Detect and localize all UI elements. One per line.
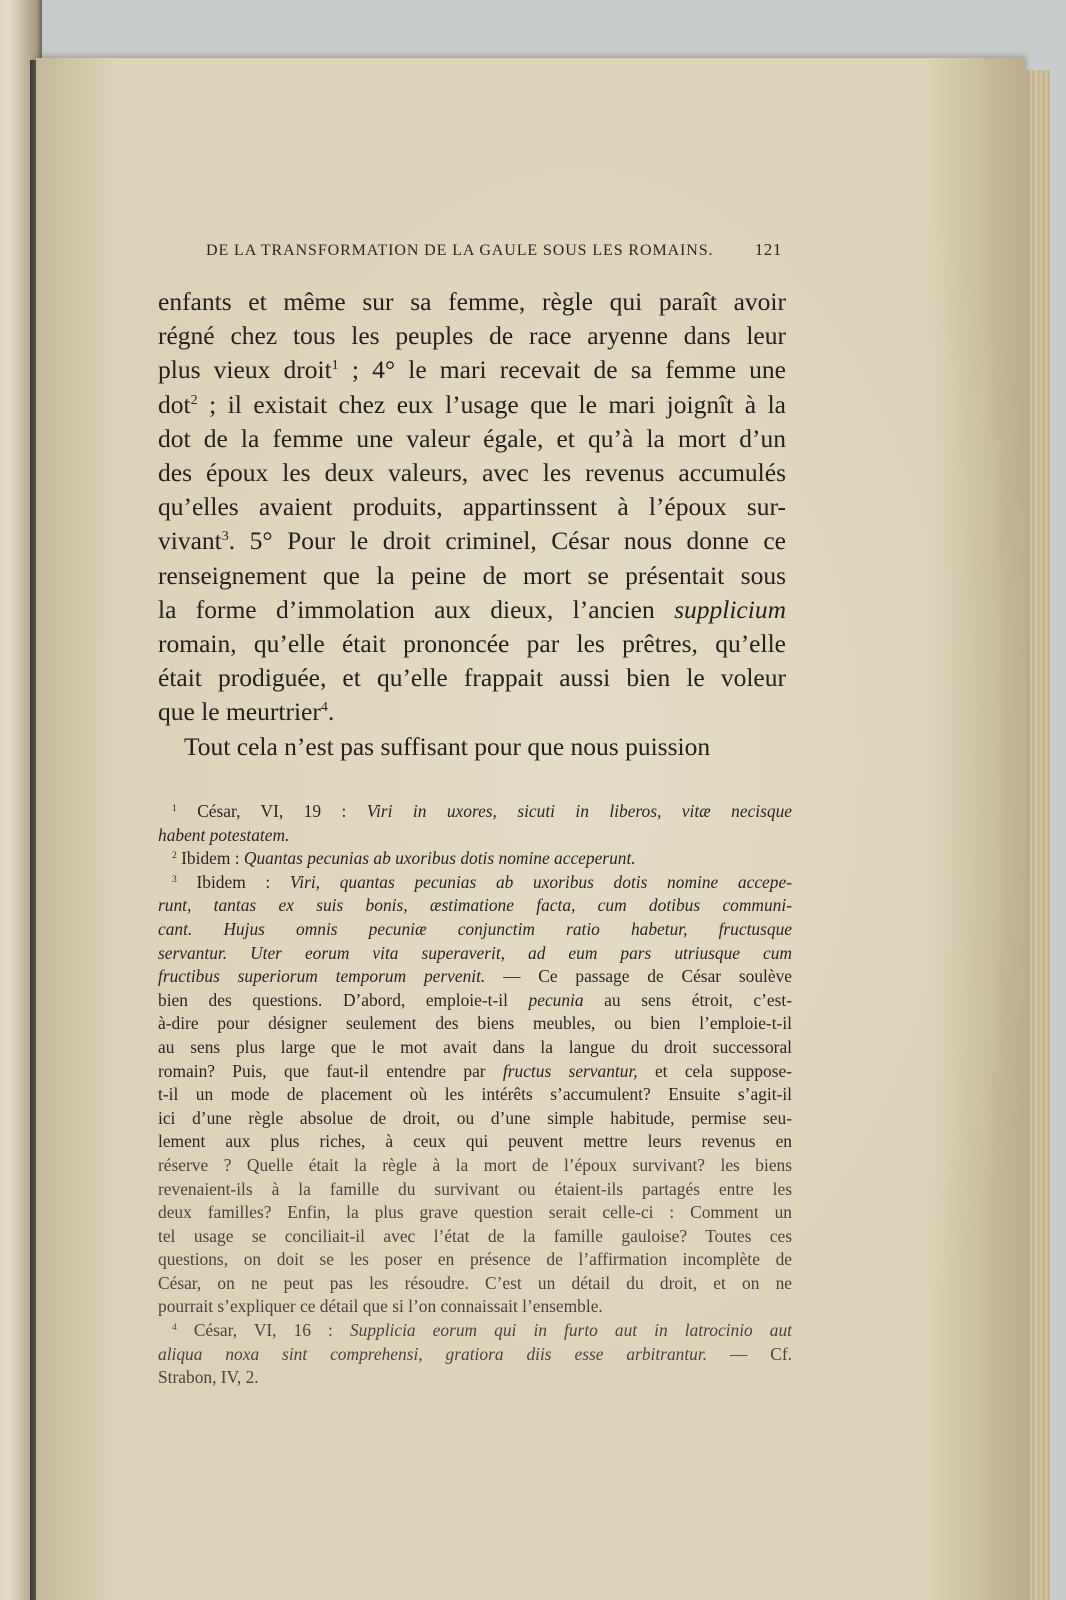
footnote-line: lement aux plus riches, à ceux qui peuvent mettre leurs revenus en [158, 1131, 792, 1152]
body-line: la forme d’immolation aux dieux, l’ancien supplicium [158, 594, 786, 624]
body-line: dot$^2$ ; il existait chez eux l’usage que le mari joignît à la [158, 389, 786, 419]
body-line: dot de la femme une valeur égale, et qu’à la mort d’un [158, 423, 786, 453]
body-line: romain, qu’elle était prononcée par les prêtres, qu’elle [158, 629, 786, 659]
body-line: régné chez tous les peuples de race aryenne dans leur [158, 321, 786, 351]
body-line: que le meurtrier$^4$. [158, 697, 335, 727]
footnote-line: ici d’une règle absolue de droit, ou d’une simple habitude, permise seu- [158, 1107, 792, 1128]
footnote-ref: 3 [221, 529, 229, 545]
body-line: plus vieux droit$^1$ ; 4° le mari recevait de sa femme une [158, 355, 786, 385]
footnote-line: pourrait s’expliquer ce détail que si l’on connaissait l’ensemble. [158, 1296, 603, 1317]
footnote-line: cant. Hujus omnis pecuniæ conjunctim ratio habetur, fructusque [158, 918, 792, 939]
footnote-ref: 1 [331, 358, 339, 374]
footnote-line: Strabon, IV, 2. [158, 1367, 259, 1388]
footnote-line: réserve ? Quelle était la règle à la mort de l’époux survivant? les biens [158, 1154, 792, 1175]
footnote-line: $^3$ Ibidem : Viri, quantas pecunias ab uxoribus dotis nomine accepe- [172, 871, 792, 892]
footnote-line: romain? Puis, que faut-il entendre par fructus servantur, et cela suppose- [158, 1060, 792, 1081]
body-line: Tout cela n’est pas suffisant pour que nous puission [184, 731, 711, 761]
body-text [158, 285, 786, 764]
body-line: qu’elles avaient produits, appartinssent à l’époux sur- [158, 492, 786, 522]
footnote-line: questions, on doit se les poser en présence de l’affirmation incomplète de [158, 1249, 792, 1270]
running-head-title: DE LA TRANSFORMATION DE LA GAULE SOUS LES ROMAINS. [206, 242, 714, 259]
footnote-line: $^4$ César, VI, 16 : Supplicia eorum qui in furto aut in latrocinio aut [172, 1320, 792, 1341]
body-line: des époux les deux valeurs, avec les revenus accumulés [158, 458, 786, 488]
footnote-line: fructibus superiorum temporum pervenit. — Ce passage de César soulève [158, 966, 792, 987]
footnote-line: runt, tantas ex suis bonis, æstimatione facta, cum dotibus communi- [158, 895, 792, 916]
footnote-line: deux familles? Enfin, la plus grave question serait celle-ci : Comment un [158, 1202, 792, 1223]
footnote-line: au sens plus large que le mot avait dans la langue du droit successoral [158, 1036, 792, 1057]
footnote-line: César, on ne peut pas les résoudre. C’est un détail du droit, et on ne [158, 1272, 792, 1293]
footnote-line: $^2$ Ibidem : Quantas pecunias ab uxoribus dotis nomine acceperunt. [172, 848, 636, 869]
footnote-line: t-il un mode de placement où les intérêts s’accumulent? Ensuite s’agit-il [158, 1084, 792, 1105]
footnote-line: servantur. Uter eorum vita superaverit, ad eum pars utriusque cum [158, 942, 792, 963]
footnotes [158, 800, 792, 1390]
footnote-line: bien des questions. D’abord, emploie-t-il pecunia au sens étroit, c’est- [158, 989, 792, 1010]
footnote-ref: 2 [190, 392, 198, 408]
footnote-line: à-dire pour désigner seulement des biens meubles, ou bien l’emploie-t-il [158, 1013, 792, 1034]
footnote-line: aliqua noxa sint comprehensi, gratiora diis esse arbitrantur. — Cf. [158, 1343, 793, 1364]
footnote-line: tel usage se conciliait-il avec l’état de la famille gauloise? Toutes ces [158, 1225, 792, 1246]
page-number: 121 [754, 240, 782, 259]
footnote-ref: 4 [320, 700, 328, 716]
footnote-line: $^1$ César, VI, 19 : Viri in uxores, sicuti in liberos, vitæ necisque [172, 801, 793, 821]
footnote-line: habent potestatem. [158, 824, 290, 845]
body-line: enfants et même sur sa femme, règle qui paraît avoir [158, 287, 786, 316]
body-line: vivant$^3$. 5° Pour le droit criminel, César nous donne ce [158, 526, 786, 556]
body-line: renseignement que la peine de mort se présentait sous [158, 560, 786, 590]
footnote-line: revenaient-ils à la famille du survivant ou étaient-ils partagés entre les [158, 1178, 792, 1199]
body-line: était prodiguée, et qu’elle frappait aussi bien le voleur [158, 663, 786, 693]
running-head [206, 240, 782, 268]
